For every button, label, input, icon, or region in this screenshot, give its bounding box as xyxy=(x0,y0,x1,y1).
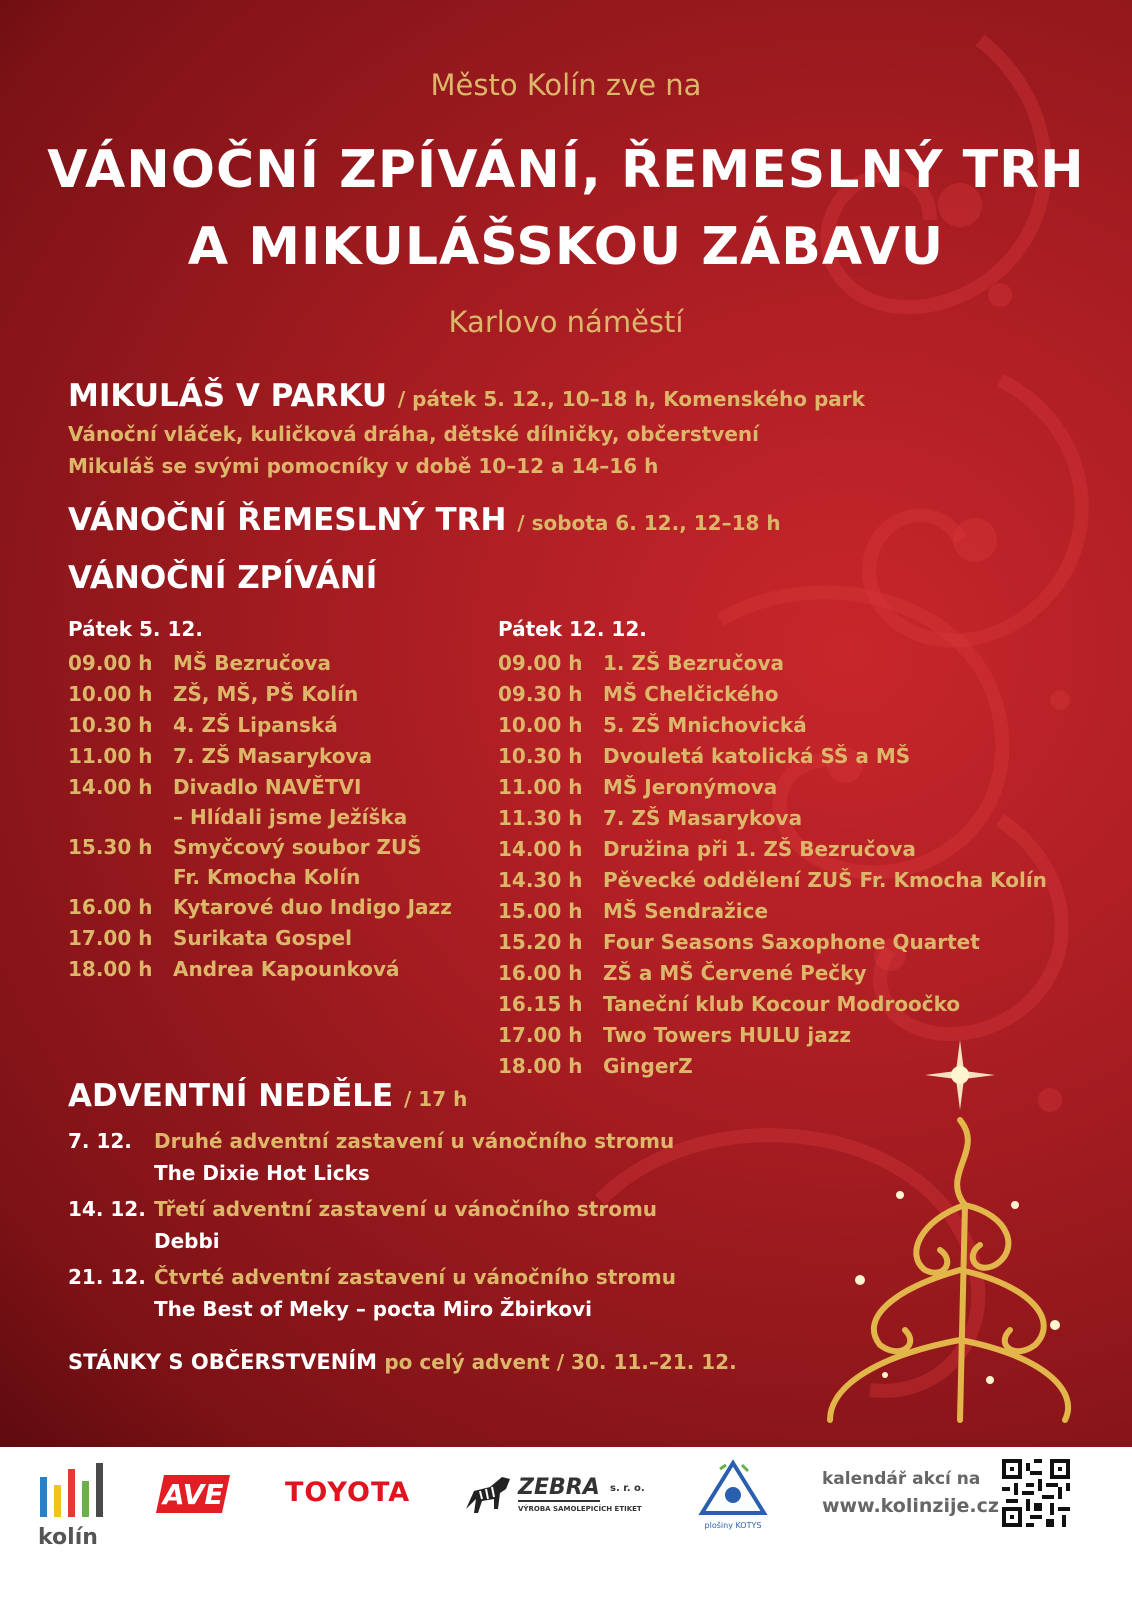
schedule-time: 18.00 h xyxy=(68,957,153,981)
schedule-event-text: MŠ Bezručova xyxy=(173,651,331,675)
schedule-event-text: MŠ Sendražice xyxy=(603,899,769,923)
advent-details: / 17 h xyxy=(404,1087,468,1111)
schedule-event xyxy=(603,710,807,741)
day2-row xyxy=(498,834,1058,865)
advent-text xyxy=(154,1125,674,1189)
schedule-time: 16.15 h xyxy=(498,992,583,1016)
main-title-line2: A MIKULÁŠSKOU ZÁBAVU xyxy=(187,217,945,277)
day1-row xyxy=(68,954,488,985)
schedule-time: 10.30 h xyxy=(68,713,153,737)
day1-row xyxy=(68,832,488,892)
main-title-line1: VÁNOČNÍ ZPÍVÁNÍ, ŘEMESLNÝ TRH xyxy=(47,140,1085,200)
zebra-icon xyxy=(460,1469,516,1521)
schedule-day1 xyxy=(68,617,488,985)
day2-row xyxy=(498,803,1058,834)
schedule-day2 xyxy=(498,617,1058,1082)
day1-row xyxy=(68,923,488,954)
schedule-event xyxy=(603,1051,693,1082)
advent-title: Třetí adventní zastavení u vánočního stromu xyxy=(154,1197,658,1221)
day2-row xyxy=(498,989,1058,1020)
schedule-time: 09.00 h xyxy=(68,651,153,675)
schedule-event xyxy=(603,958,867,989)
advent-item xyxy=(68,1193,768,1257)
schedule-event xyxy=(603,927,980,958)
schedule-event-text: MŠ Jeronýmova xyxy=(603,775,778,799)
schedule-event xyxy=(173,772,407,832)
day2-row xyxy=(498,710,1058,741)
day1-row xyxy=(68,648,488,679)
schedule-event xyxy=(603,803,802,834)
schedule-event-text: Andrea Kapounková xyxy=(173,957,400,981)
schedule-event xyxy=(603,1020,851,1051)
zebra-logo-text: ZEBRA xyxy=(518,1475,600,1500)
zpivani-heading: VÁNOČNÍ ZPÍVÁNÍ xyxy=(68,560,378,596)
stanky-heading: STÁNKY S OBČERSTVENÍM xyxy=(68,1350,377,1374)
schedule-time: 18.00 h xyxy=(498,1054,583,1078)
day1-row xyxy=(68,741,488,772)
schedule-event-text: 7. ZŠ Masarykova xyxy=(173,744,373,768)
schedule-time: 10.00 h xyxy=(498,713,583,737)
golden-tree-ornament xyxy=(830,1120,1068,1420)
schedule-event xyxy=(603,834,916,865)
advent-performer: The Dixie Hot Licks xyxy=(154,1161,370,1185)
advent-item xyxy=(68,1125,768,1189)
kolin-logo-text: kolín xyxy=(38,1525,98,1550)
schedule-event xyxy=(603,772,777,803)
schedule-time: 14.30 h xyxy=(498,868,583,892)
day1-label: Pátek 5. 12. xyxy=(68,617,203,641)
schedule-event-text: 4. ZŠ Lipanská xyxy=(173,713,338,737)
ave-logo xyxy=(156,1475,230,1513)
zebra-suffix: s. r. o. xyxy=(610,1483,645,1494)
schedule-event-text: Taneční klub Kocour Modroočko xyxy=(603,992,961,1016)
schedule-time: 15.20 h xyxy=(498,930,583,954)
schedule-event-text: GingerZ xyxy=(603,1054,693,1078)
kotys-triangle-icon xyxy=(698,1459,768,1517)
advent-list xyxy=(68,1125,768,1329)
schedule-time: 15.00 h xyxy=(498,899,583,923)
day2-label: Pátek 12. 12. xyxy=(498,617,647,641)
schedule-event-text: 5. ZŠ Mnichovická xyxy=(603,713,807,737)
toyota-logo: TOYOTA xyxy=(285,1477,411,1508)
day2-row xyxy=(498,1051,1058,1082)
schedule-time: 10.00 h xyxy=(68,682,153,706)
intro-text: Město Kolín zve na xyxy=(430,68,702,102)
schedule-event-text: ZŠ a MŠ Červené Pečky xyxy=(603,961,867,985)
trh-details: / sobota 6. 12., 12–18 h xyxy=(517,511,781,535)
day2-row xyxy=(498,679,1058,710)
schedule-time: 11.00 h xyxy=(498,775,583,799)
kotys-logo xyxy=(698,1459,768,1534)
schedule-event xyxy=(173,741,372,772)
schedule-event-text: Surikata Gospel xyxy=(173,926,352,950)
advent-title: Čtvrté adventní zastavení u vánočního stromu xyxy=(154,1265,677,1289)
qr-code-icon[interactable] xyxy=(1002,1459,1070,1527)
day2-row xyxy=(498,741,1058,772)
advent-performer: The Best of Meky – pocta Miro Žbirkovi xyxy=(154,1297,592,1321)
schedule-event-text: Pěvecké oddělení ZUŠ Fr. Kmocha Kolín xyxy=(603,868,1047,892)
calendar-label: kalendář akcí na xyxy=(822,1469,981,1489)
mikulas-section xyxy=(68,378,865,414)
advent-title: Druhé adventní zastavení u vánočního stromu xyxy=(154,1129,675,1153)
day2-row xyxy=(498,927,1058,958)
schedule-event xyxy=(603,896,768,927)
schedule-event xyxy=(173,892,452,923)
ave-logo-text: AVE xyxy=(162,1477,224,1511)
day1-row xyxy=(68,892,488,923)
day2-row xyxy=(498,958,1058,989)
mikulas-line2: Mikuláš se svými pomocníky v době 10–12 a 14–16 h xyxy=(68,454,659,478)
schedule-event-text-cont: – Hlídali jsme Ježíška xyxy=(173,805,408,829)
schedule-time: 17.00 h xyxy=(498,1023,583,1047)
schedule-time: 17.00 h xyxy=(68,926,153,950)
schedule-event xyxy=(173,679,358,710)
schedule-time: 15.30 h xyxy=(68,835,153,859)
advent-date: 14. 12. xyxy=(68,1197,146,1221)
advent-section xyxy=(68,1078,467,1114)
day2-row xyxy=(498,865,1058,896)
schedule-event xyxy=(603,989,960,1020)
schedule-time: 14.00 h xyxy=(498,837,583,861)
schedule-event-text-cont: Fr. Kmocha Kolín xyxy=(173,865,361,889)
mikulas-heading: MIKULÁŠ V PARKU xyxy=(68,378,388,414)
stanky-details: po celý advent / 30. 11.–21. 12. xyxy=(384,1350,737,1374)
day1-row xyxy=(68,679,488,710)
kolin-bars-icon xyxy=(38,1459,108,1519)
trh-section xyxy=(68,502,781,538)
advent-performer: Debbi xyxy=(154,1229,220,1253)
day1-row xyxy=(68,772,488,832)
schedule-time: 14.00 h xyxy=(68,775,153,799)
zebra-logo xyxy=(460,1469,650,1529)
schedule-event-text: 1. ZŠ Bezručova xyxy=(603,651,785,675)
schedule-event-text: MŠ Chelčického xyxy=(603,682,779,706)
schedule-time: 16.00 h xyxy=(498,961,583,985)
kolin-logo xyxy=(38,1459,118,1579)
advent-date: 7. 12. xyxy=(68,1129,132,1153)
day2-row xyxy=(498,772,1058,803)
schedule-event-text: Družina při 1. ZŠ Bezručova xyxy=(603,837,916,861)
schedule-event-text: Dvouletá katolická SŠ a MŠ xyxy=(603,744,911,768)
mikulas-details: / pátek 5. 12., 10–18 h, Komenského park xyxy=(397,387,865,411)
schedule-time: 11.30 h xyxy=(498,806,583,830)
advent-date: 21. 12. xyxy=(68,1265,146,1289)
stanky-section xyxy=(68,1350,737,1374)
schedule-event xyxy=(173,648,331,679)
kotys-logo-text: plošiny KOTYS xyxy=(704,1521,762,1530)
sponsor-footer xyxy=(0,1447,1132,1600)
schedule-event xyxy=(173,832,422,892)
schedule-time: 10.30 h xyxy=(498,744,583,768)
schedule-event-text: Four Seasons Saxophone Quartet xyxy=(603,930,980,954)
trh-heading: VÁNOČNÍ ŘEMESLNÝ TRH xyxy=(68,502,507,538)
schedule-time: 09.30 h xyxy=(498,682,583,706)
zebra-subtitle: VÝROBA SAMOLEPICÍCH ETIKET xyxy=(518,1505,642,1513)
schedule-event xyxy=(173,710,338,741)
advent-heading: ADVENTNÍ NEDĚLE xyxy=(68,1078,394,1114)
venue-text: Karlovo náměstí xyxy=(448,305,684,339)
schedule-event-text: Two Towers HULU jazz xyxy=(603,1023,851,1047)
schedule-event-text: Divadlo NAVĚTVI xyxy=(173,775,362,799)
sparkles xyxy=(855,1040,1060,1384)
schedule-event-text: ZŠ, MŠ, PŠ Kolín xyxy=(173,682,359,706)
mikulas-line1: Vánoční vláček, kuličková dráha, dětské dílničky, občerstvení xyxy=(68,422,759,446)
schedule-time: 16.00 h xyxy=(68,895,153,919)
schedule-event xyxy=(173,923,352,954)
schedule-event xyxy=(603,648,784,679)
schedule-event xyxy=(603,865,1047,896)
schedule-event-text: 7. ZŠ Masarykova xyxy=(603,806,803,830)
schedule-event xyxy=(173,954,399,985)
schedule-time: 11.00 h xyxy=(68,744,153,768)
advent-text xyxy=(154,1261,676,1325)
schedule-event xyxy=(603,679,778,710)
calendar-url[interactable]: www.kolinzije.cz xyxy=(822,1495,999,1517)
day2-row xyxy=(498,896,1058,927)
schedule-event-text: Smyčcový soubor ZUŠ xyxy=(173,835,422,859)
advent-item xyxy=(68,1261,768,1325)
schedule-time: 09.00 h xyxy=(498,651,583,675)
schedule-event xyxy=(603,741,910,772)
schedule-event-text: Kytarové duo Indigo Jazz xyxy=(173,895,452,919)
day1-row xyxy=(68,710,488,741)
day2-row xyxy=(498,1020,1058,1051)
day2-row xyxy=(498,648,1058,679)
advent-text xyxy=(154,1193,657,1257)
